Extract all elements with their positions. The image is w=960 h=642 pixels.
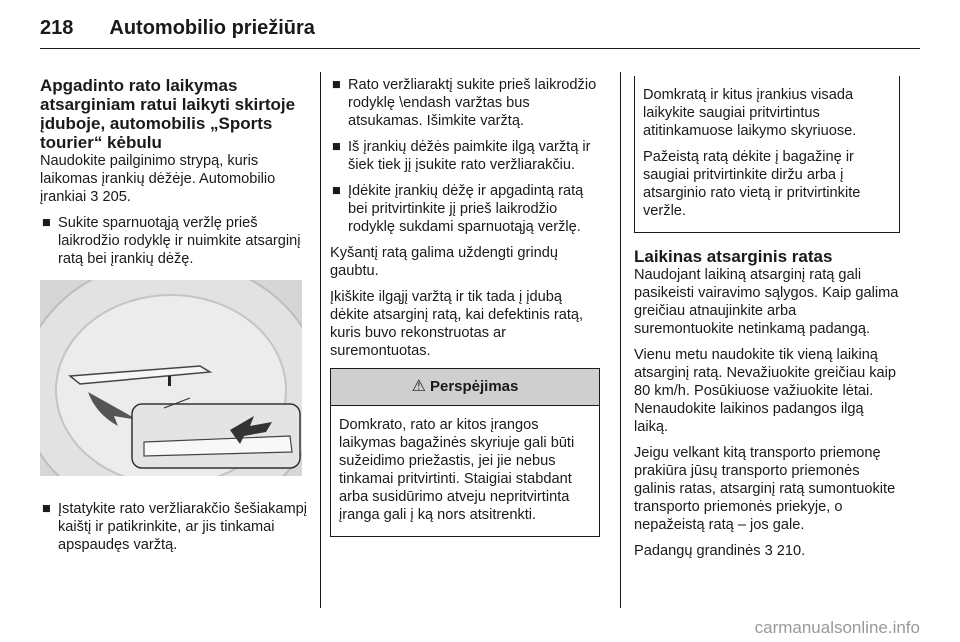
watermark: carmanualsonline.info xyxy=(754,618,920,637)
paragraph: Padangų grandinės 3 210. xyxy=(634,543,806,559)
bullet-icon: ■ xyxy=(42,215,51,231)
list-item: ■ Sukite sparnuotąją veržlę prieš laikrodžio rodyklę ir nuimkite atsarginį ratą bei įrankių dėžę. xyxy=(42,215,301,267)
list-item: ■ Įdėkite įrankių dėžę ir apgadintą ratą bei pritvirtinkite jį prieš laikrodžio rodyklę sukdami sparnuotąją veržlę. xyxy=(332,183,584,235)
list-item: ■ Rato veržliaraktį sukite prieš laikrodžio rodyklę \endash varžtas bus atsukamas. Išimkite varžtą. xyxy=(332,77,597,129)
illustration-drawing xyxy=(40,280,302,476)
spare-wheel-illustration xyxy=(40,280,302,476)
column-2 xyxy=(330,76,600,537)
bullet-icon: ■ xyxy=(332,183,341,199)
bullet-icon: ■ xyxy=(332,77,341,93)
note-paragraph: Pažeistą ratą dėkite į bagažinę ir saugiai pritvirtinkite diržu arba į atsarginio rato vietą ir pritvirtinkite veržle. xyxy=(643,149,861,219)
page-number: 218 xyxy=(40,16,74,39)
note-box xyxy=(634,76,900,233)
warning-title: ⚠ Perspėjimas xyxy=(331,369,599,406)
paragraph: Kyšantį ratą galima uždengti grindų gaubtu. xyxy=(330,245,558,279)
page-title: Automobilio priežiūra xyxy=(109,16,315,39)
intro-paragraph: Naudokite pailginimo strypą, kuris laikomas įrankių dėžėje. Automobilio įrankiai 3 205. xyxy=(40,153,276,205)
section-heading-spare-wheel-storage: Apgadinto rato laikymas atsarginiam ratui laikyti skirtoje įduboje, automobilis „Sports tourier“ kėbulu xyxy=(40,76,296,152)
section-heading-temporary-spare: Laikinas atsarginis ratas xyxy=(634,247,833,266)
column-divider-2 xyxy=(620,72,621,608)
warning-box xyxy=(330,368,600,537)
detail-inset xyxy=(132,404,300,468)
paragraph: Vienu metu naudokite tik vieną laikiną atsarginį ratą. Nevažiuokite greičiau kaip 80 km/h. Posūkiuose važiuokite lėtai. Nenaudokite laikinos padangos ilgą laiką. xyxy=(634,347,897,435)
paragraph: Įkiškite ilgąjį varžtą ir tik tada į įdubą dėkite atsarginį ratą, kai defektinis ratą, kuris buvo rekonstruotas ar suremontuotas. xyxy=(330,289,584,359)
note-paragraph: Domkratą ir kitus įrankius visada laikykite saugiai pritvirtintus atitinkamuose laikymo skyriuose. xyxy=(643,87,857,139)
bullet-icon: ■ xyxy=(332,139,341,155)
warning-triangle-icon: ⚠ xyxy=(411,378,426,395)
column-3 xyxy=(634,76,900,568)
warning-body: Domkrato, rato ar kitos įrangos laikymas bagažinės skyriuje gali būti sužeidimo priežastis, jei jie nebus tinkamai pritvirtinti. Staigiai stabdant arba susidūrimo atveju nepritvirtinta įranga gali į ką nors atsitrenkti. xyxy=(339,417,575,523)
list-item: ■ Įstatykite rato veržliarakčio šešiakampį kaištį ir patikrinkite, ar jis tinkamai apspaudęs varžtą. xyxy=(42,501,307,553)
column-divider-1 xyxy=(320,72,321,608)
column-1 xyxy=(40,76,308,562)
paragraph: Jeigu velkant kitą transporto priemonę prakiūra jūsų transporto priemonės galinis ratas, atsarginį ratą sumontuokite transporto priemonės priekyje, o nepažeistą ratą – jos gale. xyxy=(634,445,896,533)
paragraph: Naudojant laikiną atsarginį ratą gali pasikeisti vairavimo sąlygos. Kaip galima greičiau atnaujinkite arba suremontuokite netinkamą padangą. xyxy=(634,267,899,337)
list-item: ■ Iš įrankių dėžės paimkite ilgą varžtą ir šiek tiek jį įsukite rato veržliarakčiu. xyxy=(332,139,591,173)
bullet-icon: ■ xyxy=(42,501,51,517)
page-header xyxy=(40,8,920,49)
